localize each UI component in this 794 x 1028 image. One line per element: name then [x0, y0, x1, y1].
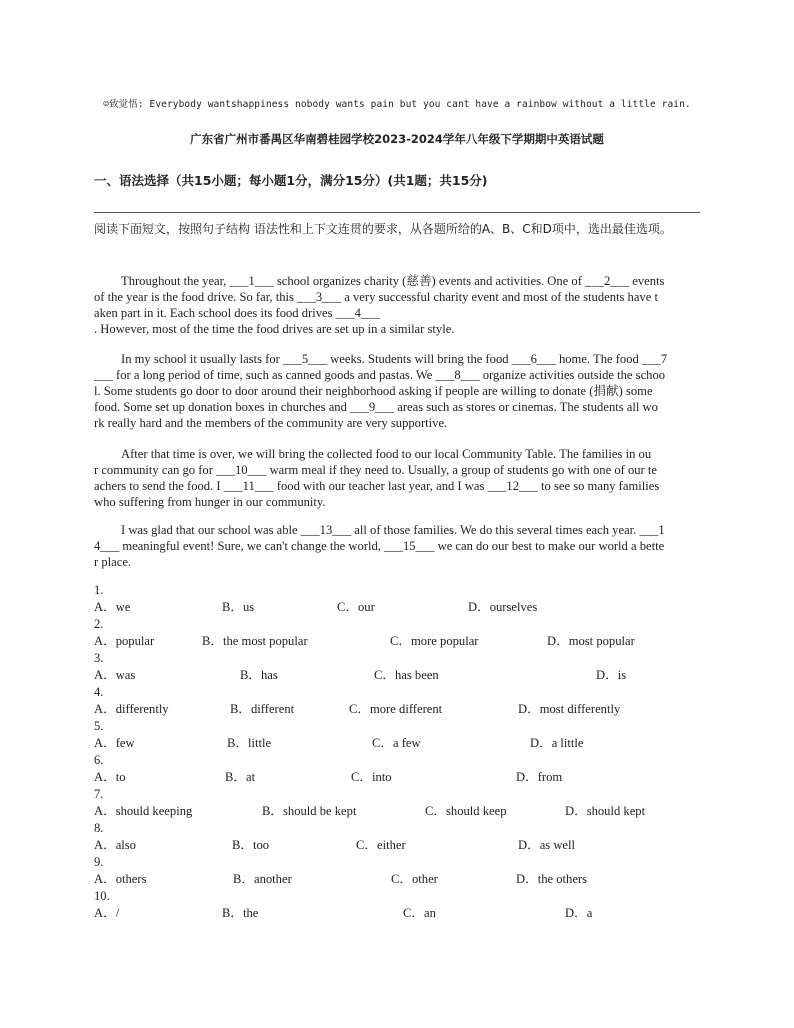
- answer-option-d[interactable]: D．is: [596, 668, 627, 682]
- question-number: 8.: [94, 821, 104, 835]
- answer-option-a[interactable]: A．to: [94, 770, 126, 784]
- question-number: 9.: [94, 855, 104, 869]
- passage-line: After that time is over, we will bring the collected food to our local Community Table. The families in ou: [121, 447, 652, 461]
- answer-option-c[interactable]: C．into: [351, 770, 392, 784]
- option-row: [94, 905, 700, 922]
- question-item: [94, 854, 700, 888]
- question-item: [94, 616, 700, 650]
- answer-option-c[interactable]: C．a few: [372, 736, 421, 750]
- passage-paragraph: [94, 446, 700, 510]
- option-row: [94, 803, 700, 820]
- option-row: [94, 837, 700, 854]
- passage-paragraph: [94, 522, 700, 570]
- option-row: [94, 599, 700, 616]
- option-row: [94, 735, 700, 752]
- answer-option-c[interactable]: C．should keep: [425, 804, 507, 818]
- question-item: [94, 888, 700, 922]
- passage-line: aken part in it. Each school does its food drives ___4___: [94, 306, 380, 320]
- answer-option-a[interactable]: A．we: [94, 600, 131, 614]
- page-title: 广东省广州市番禺区华南碧桂园学校2023-2024学年八年级下学期期中英语试题: [190, 132, 604, 146]
- question-number: 5.: [94, 719, 104, 733]
- option-row: [94, 633, 700, 650]
- passage-paragraph: [94, 273, 700, 337]
- option-row: [94, 769, 700, 786]
- answer-option-c[interactable]: C．has been: [374, 668, 439, 682]
- question-item: [94, 752, 700, 786]
- answer-option-b[interactable]: B．different: [230, 702, 295, 716]
- question-number: 10.: [94, 889, 110, 903]
- option-row: [94, 871, 700, 888]
- answer-option-b[interactable]: B．at: [225, 770, 256, 784]
- question-number: 2.: [94, 617, 104, 631]
- answer-option-d[interactable]: D．the others: [516, 872, 587, 886]
- answer-option-d[interactable]: D．most popular: [547, 634, 635, 648]
- passage-line: r community can go for ___10___ warm meal if they need to. Usually, a group of students go with one of our te: [94, 463, 657, 477]
- passage-line: . However, most of the time the food drives are set up in a similar style.: [94, 322, 455, 336]
- answer-option-b[interactable]: B．the most popular: [202, 634, 308, 648]
- answer-option-d[interactable]: D．most differently: [518, 702, 621, 716]
- answer-option-b[interactable]: B．should be kept: [262, 804, 357, 818]
- passage-line: achers to send the food. I ___11___ food with our teacher last year, and I was ___12___ to see so many families: [94, 479, 660, 493]
- passage-line: of the year is the food drive. So far, this ___3___ a very successful charity event and most of the students have t: [94, 290, 658, 304]
- answer-option-b[interactable]: B．another: [233, 872, 292, 886]
- question-item: [94, 684, 700, 718]
- question-number: 4.: [94, 685, 104, 699]
- passage-line: who suffering from hunger in our community.: [94, 495, 326, 509]
- question-number: 6.: [94, 753, 104, 767]
- divider: [94, 212, 700, 213]
- answer-option-c[interactable]: C．other: [391, 872, 438, 886]
- question-item: [94, 582, 700, 616]
- answer-option-b[interactable]: B．us: [222, 600, 255, 614]
- answer-option-a[interactable]: A．should keeping: [94, 804, 193, 818]
- passage-line: Throughout the year, ___1___ school organizes charity (慈善) events and activities. One of ___2___ events: [121, 274, 665, 288]
- option-row: [94, 701, 700, 718]
- passage-line: ___ for a long period of time, such as canned goods and pastas. We ___8___ organize activities outside the schoo: [94, 368, 666, 382]
- passage-line: In my school it usually lasts for ___5___ weeks. Students will bring the food ___6___ home. The food ___7: [121, 352, 668, 366]
- answer-option-b[interactable]: B．the: [222, 906, 259, 920]
- answer-option-a[interactable]: A．others: [94, 872, 147, 886]
- question-number: 7.: [94, 787, 104, 801]
- option-row: [94, 667, 700, 684]
- answer-option-d[interactable]: D．from: [516, 770, 563, 784]
- question-number: 3.: [94, 651, 104, 665]
- passage-line: r place.: [94, 555, 132, 569]
- answer-option-a[interactable]: A．/: [94, 906, 120, 920]
- passage-paragraph: [94, 351, 700, 431]
- answer-option-c[interactable]: C．our: [337, 600, 375, 614]
- answer-option-d[interactable]: D．a little: [530, 736, 584, 750]
- answer-option-b[interactable]: B．too: [232, 838, 270, 852]
- passage-line: l. Some students go door to door around their neighborhood asking if people are willing to donate (捐献) some: [94, 384, 653, 398]
- question-item: [94, 718, 700, 752]
- question-number: 1.: [94, 583, 104, 597]
- motto-line: ☺致觉悟: Everybody wantshappiness nobody wants pain but you cant have a rainbow without a little rain.: [103, 99, 691, 110]
- passage-line: I was glad that our school was able ___13___ all of those families. We do this several times each year. ___1: [121, 523, 665, 537]
- question-item: [94, 786, 700, 820]
- passage-line: 4___ meaningful event! Sure, we can't change the world, ___15___ we can do our best to make our world a bette: [94, 539, 665, 553]
- question-item: [94, 820, 700, 854]
- answer-option-b[interactable]: B．little: [227, 736, 272, 750]
- answer-option-b[interactable]: B．has: [240, 668, 278, 682]
- passage-line: food. Some set up donation boxes in churches and ___9___ areas such as stores or cinemas. The students all wo: [94, 400, 658, 414]
- answer-option-a[interactable]: A．was: [94, 668, 136, 682]
- answer-option-a[interactable]: A．differently: [94, 702, 169, 716]
- answer-option-d[interactable]: D．should kept: [565, 804, 646, 818]
- passage-line: rk really hard and the members of the community are very supportive.: [94, 416, 448, 430]
- section-heading: 一、语法选择（共15小题；每小题1分，满分15分）(共1题；共15分): [94, 173, 488, 188]
- answer-option-c[interactable]: C．more popular: [390, 634, 479, 648]
- answer-option-c[interactable]: C．more different: [349, 702, 443, 716]
- answer-option-d[interactable]: D．a: [565, 906, 593, 920]
- answer-option-a[interactable]: A．also: [94, 838, 136, 852]
- answer-option-a[interactable]: A．popular: [94, 634, 155, 648]
- answer-option-c[interactable]: C．either: [356, 838, 406, 852]
- answer-option-a[interactable]: A．few: [94, 736, 135, 750]
- instructions: 阅读下面短文，按照句子结构 语法性和上下文连贯的要求，从各题所给的A、B、C和D项中，选出最佳选项。: [94, 222, 672, 236]
- answer-option-d[interactable]: D．as well: [518, 838, 576, 852]
- question-item: [94, 650, 700, 684]
- answer-option-c[interactable]: C．an: [403, 906, 436, 920]
- answer-option-d[interactable]: D．ourselves: [468, 600, 538, 614]
